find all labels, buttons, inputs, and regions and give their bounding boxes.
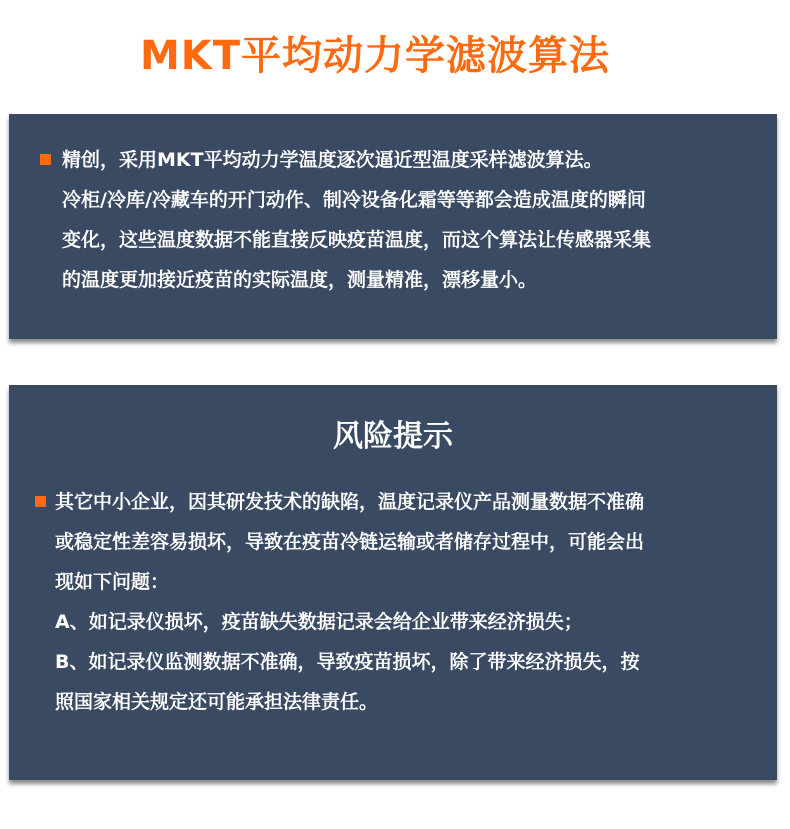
risk-line: 或稳定性差容易损坏，导致在疫苗冷链运输或者储存过程中，可能会出: [55, 531, 645, 553]
bullet-square-icon: [40, 154, 51, 165]
page-title: MKT平均动力学滤波算法: [139, 33, 611, 79]
description-line: 的温度更加接近疫苗的实际温度，测量精准，漂移量小。: [62, 269, 538, 291]
description-line: 冷柜/冷库/冷藏车的开门动作、制冷设备化霜等等都会造成温度的瞬间: [62, 189, 646, 211]
bullet-square-icon: [35, 496, 46, 507]
risk-item-a: A、如记录仪损坏，疫苗缺失数据记录会给企业带来经济损失；: [55, 611, 583, 633]
risk-description: [55, 482, 644, 722]
risk-heading: 风险提示: [333, 419, 453, 454]
risk-line: 其它中小企业，因其研发技术的缺陷，温度记录仪产品测量数据不准确: [55, 491, 645, 513]
description-line: 精创，采用MKT平均动力学温度逐次逼近型温度采样滤波算法。: [62, 149, 603, 171]
risk-line: 照国家相关规定还可能承担法律责任。: [55, 691, 379, 713]
description-line: 变化，这些温度数据不能直接反映疫苗温度，而这个算法让传感器采集: [62, 229, 652, 251]
risk-item-b: B、如记录仪监测数据不准确，导致疫苗损坏，除了带来经济损失，按: [55, 651, 640, 673]
risk-line: 现如下问题：: [55, 571, 170, 593]
risk-warning-panel: [9, 385, 777, 780]
mkt-algorithm-panel: [9, 114, 777, 339]
mkt-description: [62, 140, 651, 300]
